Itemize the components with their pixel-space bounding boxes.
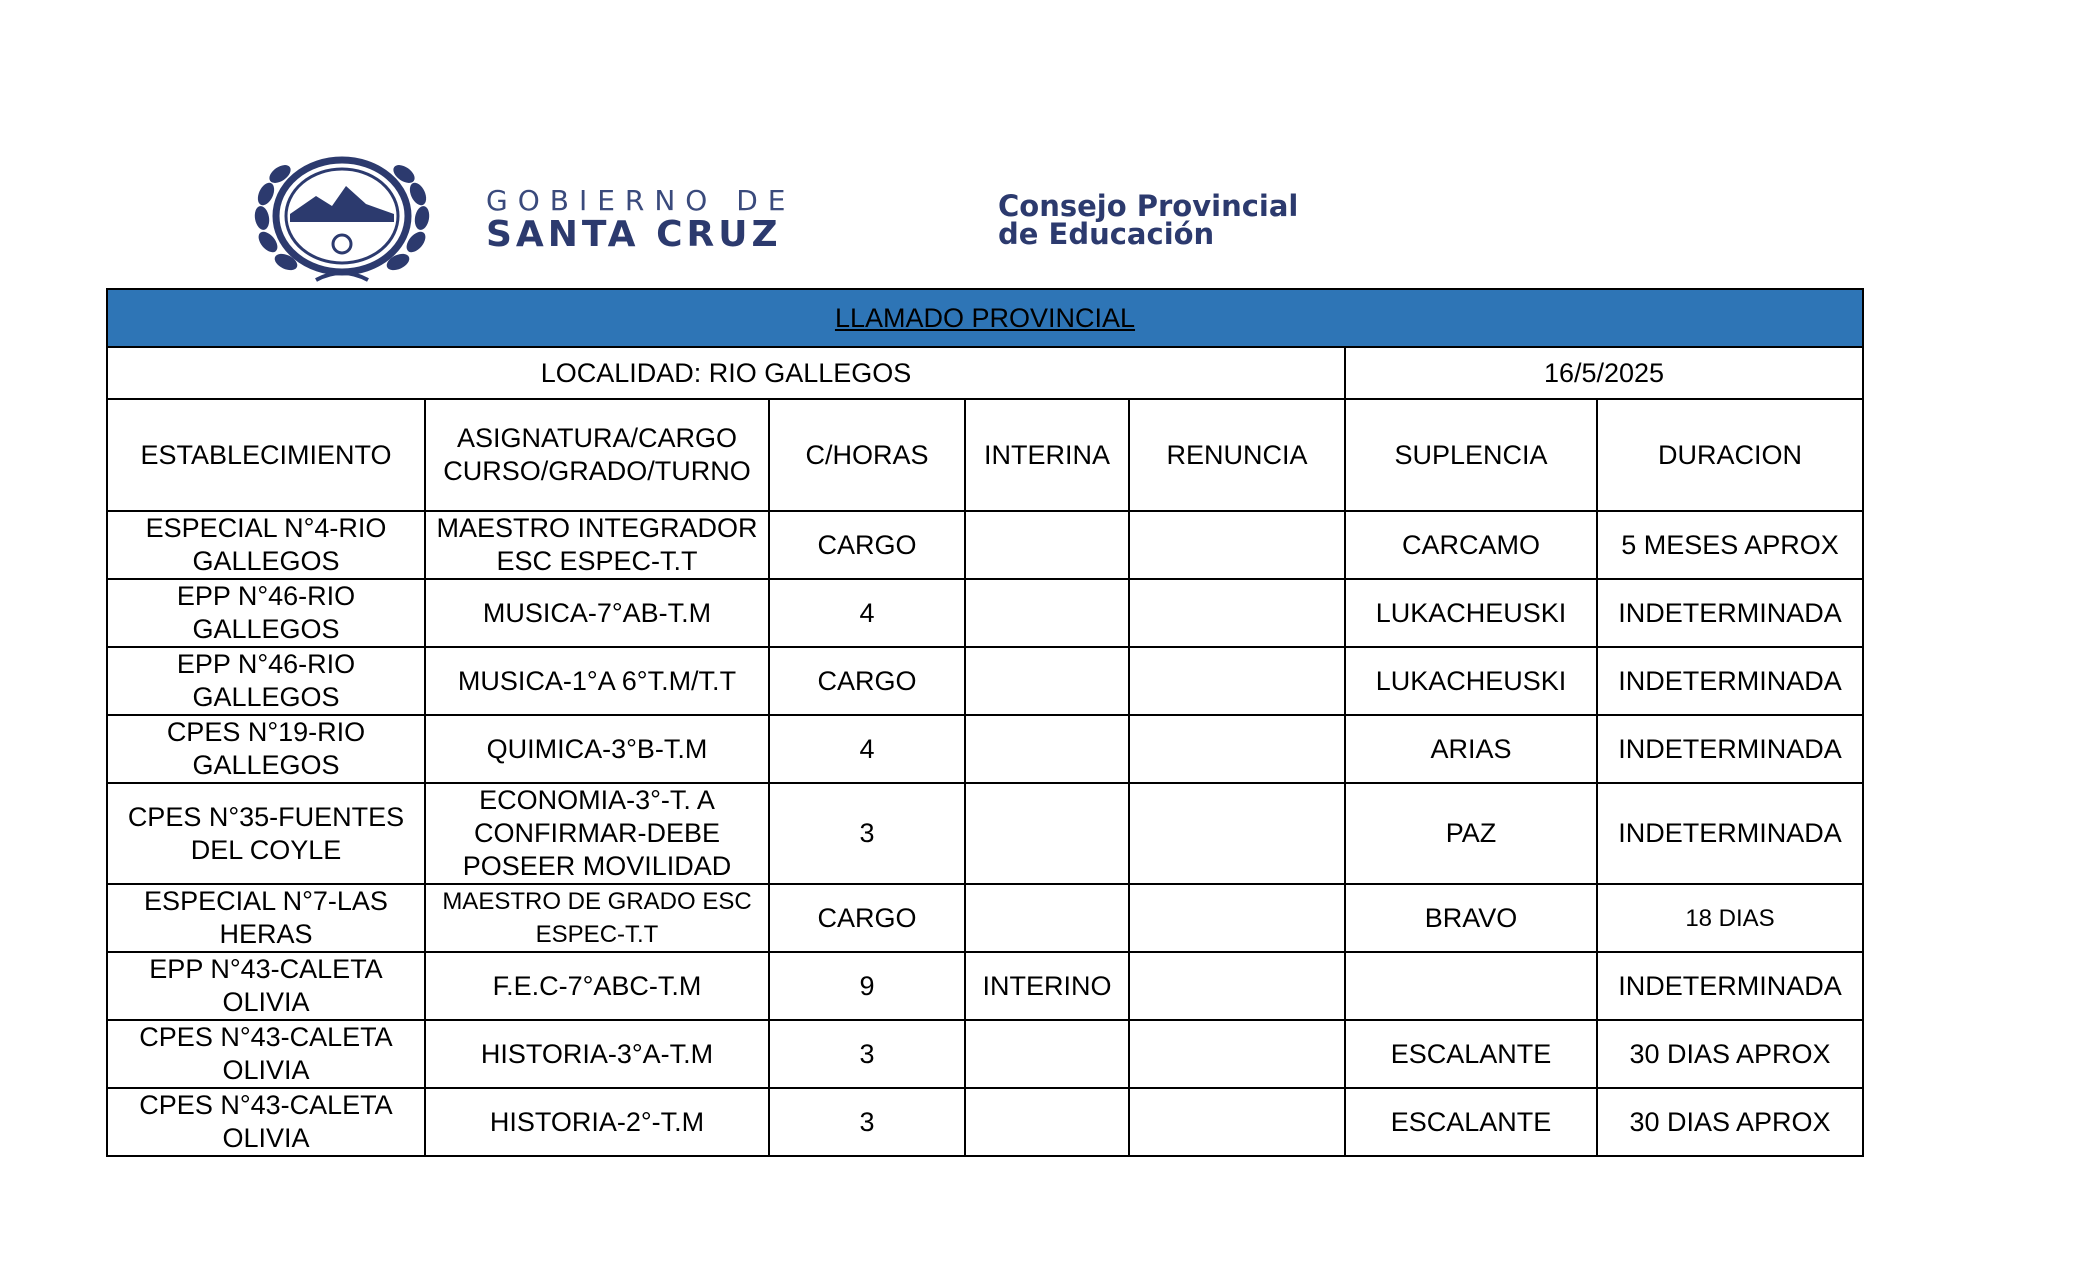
cell-establecimiento: CPES N°43-CALETA OLIVIA [107,1088,425,1156]
cell-duracion: INDETERMINADA [1597,647,1863,715]
council-line1: Consejo Provincial [998,189,1299,223]
col-duracion: DURACION [1597,399,1863,511]
col-asignatura-line1: ASIGNATURA/CARGO [456,423,738,453]
locality-label: LOCALIDAD: RIO GALLEGOS [107,347,1345,399]
cell-renuncia [1129,715,1345,783]
cell-suplencia: LUKACHEUSKI [1345,647,1597,715]
cell-asignatura: HISTORIA-3°A-T.M [425,1020,769,1088]
gov-line1: GOBIERNO DE [486,184,796,217]
cell-suplencia: LUKACHEUSKI [1345,579,1597,647]
cell-duracion: 5 MESES APROX [1597,511,1863,579]
cell-interina: INTERINO [965,952,1129,1020]
cell-suplencia: PAZ [1345,783,1597,884]
cell-renuncia [1129,884,1345,952]
col-interina: INTERINA [965,399,1129,511]
cell-interina [965,579,1129,647]
col-suplencia: SUPLENCIA [1345,399,1597,511]
cell-horas: CARGO [769,884,965,952]
cell-interina [965,1020,1129,1088]
cell-interina [965,715,1129,783]
date-label: 16/5/2025 [1345,347,1863,399]
cell-establecimiento: ESPECIAL N°4-RIO GALLEGOS [107,511,425,579]
cell-duracion: 18 DIAS [1597,884,1863,952]
cell-renuncia [1129,579,1345,647]
cell-renuncia [1129,952,1345,1020]
cell-establecimiento: CPES N°35-FUENTES DEL COYLE [107,783,425,884]
locality-row [107,347,1863,399]
cell-suplencia: ARIAS [1345,715,1597,783]
col-asignatura [425,399,769,511]
cell-duracion: INDETERMINADA [1597,579,1863,647]
government-logo-text [486,186,796,254]
col-establecimiento: ESTABLECIMIENTO [107,399,425,511]
cell-horas: CARGO [769,647,965,715]
cell-renuncia [1129,511,1345,579]
table-row [107,647,1863,715]
cell-duracion: INDETERMINADA [1597,952,1863,1020]
cell-horas: CARGO [769,511,965,579]
call-table [106,288,1864,1157]
table-row [107,579,1863,647]
table-row [107,884,1863,952]
cell-establecimiento: CPES N°19-RIO GALLEGOS [107,715,425,783]
cell-interina [965,1088,1129,1156]
cell-horas: 4 [769,715,965,783]
cell-suplencia: BRAVO [1345,884,1597,952]
cell-horas: 4 [769,579,965,647]
cell-renuncia [1129,783,1345,884]
column-header-row [107,399,1863,511]
cell-asignatura: F.E.C-7°ABC-T.M [425,952,769,1020]
council-logo-text [998,189,1299,251]
cell-horas: 9 [769,952,965,1020]
header-logos [246,156,1426,284]
col-asignatura-line2: CURSO/GRADO/TURNO [443,456,751,486]
cell-renuncia [1129,1020,1345,1088]
col-renuncia: RENUNCIA [1129,399,1345,511]
gov-line2: SANTA CRUZ [486,214,782,255]
cell-interina [965,647,1129,715]
cell-establecimiento: ESPECIAL N°7-LAS HERAS [107,884,425,952]
cell-duracion: 30 DIAS APROX [1597,1088,1863,1156]
cell-asignatura: ECONOMIA-3°-T. A CONFIRMAR-DEBE POSEER MOVILIDAD [425,783,769,884]
cell-horas: 3 [769,1020,965,1088]
table-row [107,715,1863,783]
title-row [107,289,1863,347]
table-row [107,511,1863,579]
page-title: LLAMADO PROVINCIAL [107,289,1863,347]
cell-duracion: INDETERMINADA [1597,715,1863,783]
cell-establecimiento: CPES N°43-CALETA OLIVIA [107,1020,425,1088]
cell-duracion: INDETERMINADA [1597,783,1863,884]
cell-suplencia: ESCALANTE [1345,1020,1597,1088]
cell-renuncia [1129,647,1345,715]
cell-suplencia [1345,952,1597,1020]
cell-horas: 3 [769,1088,965,1156]
table-row [107,1088,1863,1156]
cell-suplencia: CARCAMO [1345,511,1597,579]
table-row [107,952,1863,1020]
cell-suplencia: ESCALANTE [1345,1088,1597,1156]
cell-interina [965,783,1129,884]
cell-asignatura: MUSICA-7°AB-T.M [425,579,769,647]
cell-asignatura: MAESTRO DE GRADO ESC ESPEC-T.T [425,884,769,952]
cell-establecimiento: EPP N°43-CALETA OLIVIA [107,952,425,1020]
col-horas: C/HORAS [769,399,965,511]
province-seal-icon [246,156,438,284]
cell-interina [965,511,1129,579]
cell-asignatura: MUSICA-1°A 6°T.M/T.T [425,647,769,715]
cell-asignatura: QUIMICA-3°B-T.M [425,715,769,783]
table-row [107,783,1863,884]
cell-asignatura: HISTORIA-2°-T.M [425,1088,769,1156]
council-line2: de Educación [998,217,1215,251]
cell-duracion: 30 DIAS APROX [1597,1020,1863,1088]
table-row [107,1020,1863,1088]
cell-establecimiento: EPP N°46-RIO GALLEGOS [107,579,425,647]
cell-renuncia [1129,1088,1345,1156]
cell-interina [965,884,1129,952]
cell-asignatura: MAESTRO INTEGRADOR ESC ESPEC-T.T [425,511,769,579]
cell-establecimiento: EPP N°46-RIO GALLEGOS [107,647,425,715]
cell-horas: 3 [769,783,965,884]
